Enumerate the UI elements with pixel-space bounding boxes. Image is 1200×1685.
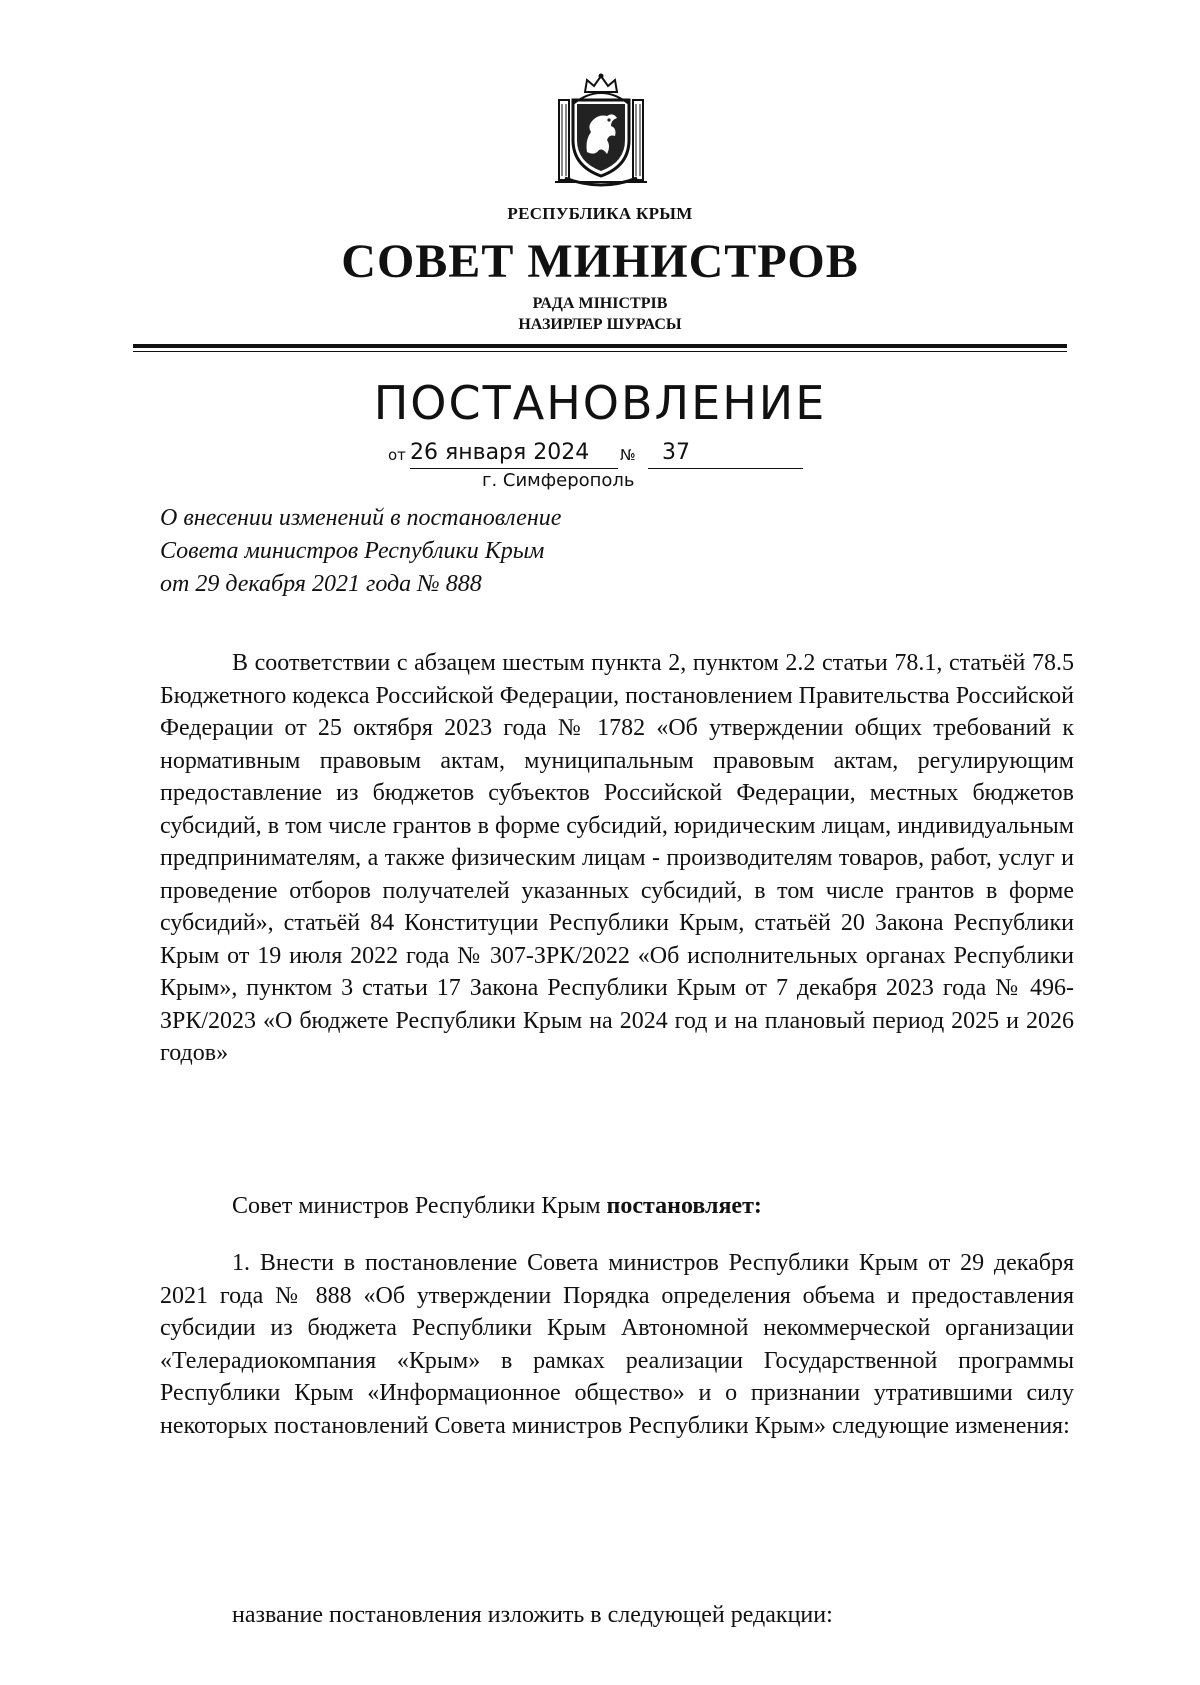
decree-number: 37 [648, 438, 803, 469]
header-divider-thin [133, 351, 1067, 352]
subject-line: О внесении изменений в постановление [160, 505, 562, 531]
council-name-ukrainian: РАДА МІНІСТРІВ [532, 295, 668, 312]
subject-line: от 29 декабря 2021 года № 888 [160, 571, 482, 597]
republic-name: РЕСПУБЛИКА КРЫМ [507, 204, 693, 223]
decree-title: ПОСТАНОВЛЕНИЕ [373, 376, 827, 430]
date-prefix: от [388, 446, 406, 464]
crimea-coat-of-arms-icon [551, 70, 651, 190]
resolution-paragraph [160, 1190, 1074, 1223]
council-name: СОВЕТ МИНИСТРОВ [341, 235, 859, 288]
preamble-paragraph: В соответствии с абзацем шестым пункта 2, пунктом 2.2 статьи 78.1, статьёй 78.5 Бюджетного кодекса Российской Федерации, постановлением Правительства Российской Федерации от 25 октября 2023 года № 1782 «Об утверждении общих требований к нормативным правовым актам, муниципальным правовым актам, регулирующим предоставление из бюджетов субъектов Российской Федерации, местных бюджетов субсидий, в том числе грантов в форме субсидий, юридическим лицам, индивидуальным предпринимателям, а также физическим лицам - производителям товаров, работ, услуг и проведение отборов получателей указанных субсидий, в том числе грантов в форме субсидий», статьёй 84 Конституции Республики Крым, статьёй 20 Закона Республики Крым от 19 июля 2022 года № 307-ЗРК/2022 «Об исполнительных органах Республики Крым», пунктом 3 статьи 17 Закона Республики Крым от 7 декабря 2023 года № 496-ЗРК/2023 «О бюджете Республики Крым на 2024 год и на плановый период 2025 и 2026 годов» [160, 650, 1074, 1066]
decree-city: г. Симферополь [482, 470, 635, 491]
resolution-lead: Совет министров Республики Крым [232, 1193, 607, 1219]
decree-subject [160, 502, 860, 601]
header-divider-thick [133, 344, 1067, 348]
decree-date-number-line [388, 438, 808, 468]
resolution-verb: постановляет: [606, 1193, 762, 1219]
decree-date: 26 января 2024 [410, 438, 618, 469]
council-name-crimean-tatar: НАЗИРЛЕР ШУРАСЫ [518, 316, 682, 333]
amendment-paragraph: название постановления изложить в следующей редакции: [232, 1602, 833, 1628]
clause-1-paragraph: 1. Внести в постановление Совета министров Республики Крым от 29 декабря 2021 года № 888 «Об утверждении Порядка определения объема и предоставления субсидии из бюджета Республики Крым Автономной некоммерческой организации «Телерадиокомпания «Крым» в рамках реализации Государственной программы Республики Крым «Информационное общество» и о признании утратившими силу некоторых постановлений Совета министров Республики Крым» следующие изменения: [160, 1250, 1074, 1439]
number-sign: № [620, 446, 636, 464]
subject-line: Совета министров Республики Крым [160, 538, 545, 564]
